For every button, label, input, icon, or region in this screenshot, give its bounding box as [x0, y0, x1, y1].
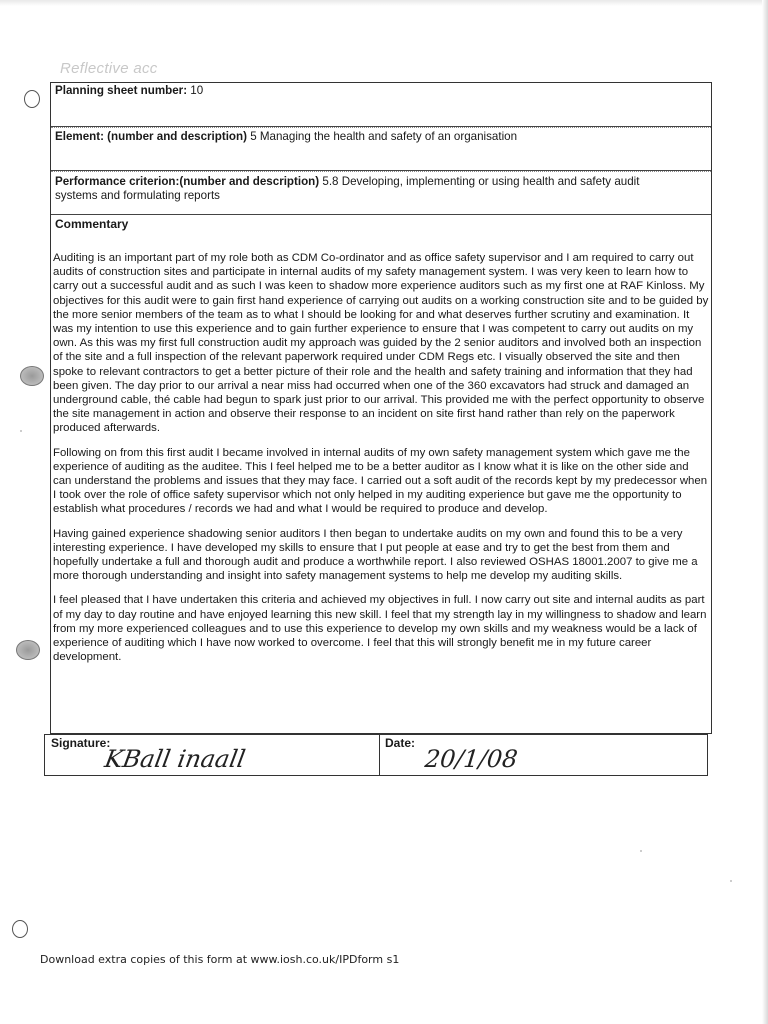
commentary-paragraph: Auditing is an important part of my role both as CDM Co-ordinator and as office safety supervisor and I am required to carry out audits of construction sites and participate in internal audits of my safety management system. I was very keen to learn how to carry out a successful audit and as such I was keen to shadow more experience auditors such as my first one at RAF Kinloss. My objectives for this audit were to gain first hand experience of carrying out audits on a working construction site and to be guided by the more senior members of the team as to what I should be looking for and what deserves further scrutiny and examination. It was my intention to use this experience and to gain further experience to ensure that I was competent to carry out audits on my own. As this was my first full construction audit my approach was guided by the 2 senior auditors and involved both an inspection of the site and a full inspection of the relevant paperwork required under CDM Regs etc. I visually observed the site and then spoke to relevant contractors to get a better picture of their role and the health and safety training and information that they had been given. The day prior to our arrival a near miss had occurred when one of the 360 excavators had struck and damaged an underground cable, thé cable had begun to spark just prior to our arrival. This provided me with the perfect opportunity to observe the site management in action and observe their response to an incident on site first hand rather than rely on the paperwork produced afterwards. — [53, 252, 709, 435]
planning-section — [51, 83, 711, 127]
scan-edge-right — [762, 0, 768, 1024]
performance-value-line1: 5.8 Developing, implementing or using health and safety audit — [322, 175, 640, 188]
footer-download-note: Download extra copies of this form at www.iosh.co.uk/IPDform s1 — [40, 953, 400, 966]
performance-label: Performance criterion:(number and description) — [55, 175, 320, 188]
signature-label: Signature: — [51, 736, 111, 750]
scan-speck — [20, 430, 22, 432]
handwritten-date: 20/1/08 — [423, 745, 520, 773]
punch-hole-icon — [24, 90, 40, 108]
commentary-paragraph: I feel pleased that I have undertaken this criteria and achieved my objectives in full. I now carry out site and internal audits as part of my day to day routine and have enjoyed learning this new skill. I feel that my strength lay in my willingness to shadow and learn from my more experienced colleagues and to use this experience to develop my own skills and my weakness would be a lack of experience of auditing which I have now worked to overcome. I feel that this will strongly benefit me in my future career development. — [53, 594, 707, 664]
commentary-paragraph: Following on from this first audit I became involved in internal audits of my own safety management system which gave me the experience of auditing as the auditee. This I feel helped me to be a better auditor as I know what it is like on the other side and can understand the problems and issues that they may face. I carried out a soft audit of the records kept by my predecessor when I took over the role of office safety supervisor which not only helped in my auditing experience but gave me the opportunity to establish what procedures / records we had and what I would be required to produce and develop. — [53, 446, 708, 516]
commentary-paragraph: Having gained experience shadowing senior auditors I then began to undertake audits on my own and found this to be a very interesting experience. I have developed my skills to ensure that I put people at ease and try to get the best from them and hopefully undertake a full and thorough audit and produce a worthwhile report. I also reviewed OSHAS 18001.2007 to give me a more thorough understanding and insight into safety management systems to help me develop my auditing skills. — [53, 527, 698, 583]
signature-divider — [379, 735, 380, 775]
scan-speck — [730, 880, 732, 882]
scan-speck — [640, 850, 642, 852]
element-value: 5 Managing the health and safety of an organisation — [250, 130, 518, 143]
faded-heading: Reflective acc — [60, 60, 158, 77]
commentary-title: Commentary — [55, 217, 129, 231]
date-label: Date: — [385, 736, 416, 750]
handwritten-signature: KBall inaall — [102, 745, 248, 773]
punch-hole-icon — [12, 920, 28, 938]
commentary-section — [51, 215, 711, 735]
planning-label: Planning sheet number: — [55, 84, 188, 97]
punch-hole-icon — [20, 366, 44, 386]
performance-value-line2: systems and formulating reports — [55, 189, 220, 202]
performance-section — [51, 171, 711, 215]
element-label: Element: (number and description) — [55, 130, 247, 143]
scan-edge-top — [0, 0, 768, 6]
signature-date-box — [44, 734, 708, 776]
form-frame — [50, 82, 712, 734]
punch-hole-icon — [16, 640, 40, 660]
element-section — [51, 127, 711, 171]
planning-value: 10 — [190, 84, 204, 97]
